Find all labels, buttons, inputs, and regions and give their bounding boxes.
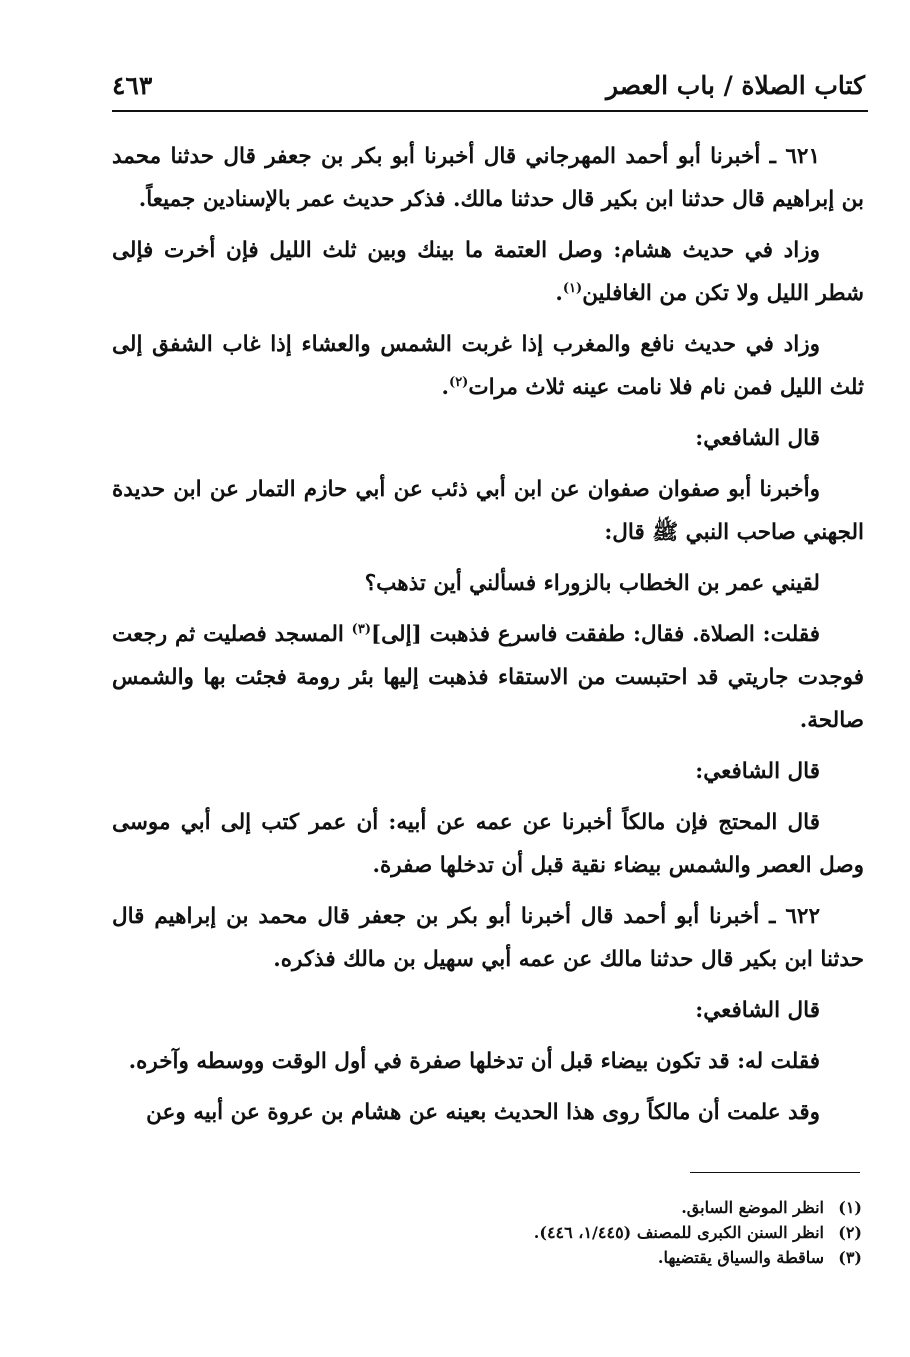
paragraph-text: قال الشافعي: [695, 759, 820, 784]
paragraph-tail: . [441, 375, 450, 400]
paragraph-text: قال المحتج فإن مالكاً أخبرنا عن عمه عن أبيه: أن عمر كتب إلى أبي موسى وصل العصر والشمس بيضاء نقية قبل أن تدخلها صفرة. [112, 810, 864, 878]
paragraph-text: أخبرنا أبو أحمد قال أخبرنا أبو بكر بن جعفر قال محمد بن إبراهيم قال حدثنا ابن بكير قال حدثنا مالك عن عمه أبي سهيل بن مالك فذكره. [112, 904, 864, 972]
footnote [112, 1220, 862, 1245]
paragraph-text: أخبرنا أبو أحمد المهرجاني قال أخبرنا أبو بكر بن جعفر قال حدثنا محمد بن إبراهيم قال حدثنا ابن بكير قال حدثنا مالك. فذكر حديث عمر بالإسنادين جميعاً. [112, 144, 864, 212]
paragraph [112, 613, 864, 742]
footnote-number: (١) [838, 1198, 862, 1217]
footnote-number: (٢) [838, 1223, 862, 1242]
paragraph-text: فقلت له: قد تكون بيضاء قبل أن تدخلها صفرة في أول الوقت ووسطه وآخره. [128, 1049, 820, 1074]
footnotes [112, 1195, 862, 1270]
paragraph [112, 468, 864, 554]
footnote-text: انظر السنن الكبرى للمصنف (١/٤٤٥، ٤٤٦). [533, 1223, 824, 1242]
footnote [112, 1195, 862, 1220]
footnote-rule [690, 1172, 860, 1173]
page-number: ٤٦٣ [112, 71, 153, 100]
paragraph-text: فقلت: الصلاة. فقال: طفقت فاسرع فذهبت [إلى] [370, 622, 821, 647]
paragraph-text: قال الشافعي: [695, 998, 820, 1023]
hadith-number: ٦٢١ ـ [769, 144, 820, 169]
footnote-reference: (١) [562, 280, 583, 296]
paragraph-text: وزاد في حديث هشام: وصل العتمة ما بينك وبين ثلث الليل فإن أخرت فإلى شطر الليل ولا تكن من الغافلين [112, 238, 864, 306]
body-text [112, 135, 864, 1142]
paragraph [112, 1040, 864, 1083]
header-rule [112, 110, 868, 112]
footnote-text: ساقطة والسياق يقتضيها. [657, 1248, 824, 1267]
running-title: كتاب الصلاة / باب العصر [605, 71, 865, 100]
paragraph-tail: . [555, 281, 563, 306]
paragraph [112, 229, 864, 315]
paragraph [112, 801, 864, 887]
speaker-heading [112, 750, 864, 793]
footnote [112, 1245, 862, 1270]
speaker-heading [112, 989, 864, 1032]
footnote-reference: (٣) [351, 621, 371, 637]
paragraph-text: وقد علمت أن مالكاً روى هذا الحديث بعينه عن هشام بن عروة عن أبيه وعن [146, 1100, 820, 1125]
paragraph-text: وزاد في حديث نافع والمغرب إذا غربت الشمس والعشاء إذا غاب الشفق إلى ثلث الليل فمن نام فلا نامت عينه ثلاث مرات [112, 332, 864, 400]
paragraph-hadith-622 [112, 895, 864, 981]
paragraph-text: لقيني عمر بن الخطاب بالزوراء فسألني أين تذهب؟ [364, 571, 820, 596]
paragraph [112, 562, 864, 605]
paragraph [112, 323, 864, 409]
paragraph-text: قال الشافعي: [695, 426, 820, 451]
paragraph-tail: المسجد فصليت ثم رجعت فوجدت جاريتي قد احتبست من الاستقاء فذهبت إليها بئر رومة فجئت بها والشمس صالحة. [112, 622, 864, 733]
paragraph [112, 1091, 864, 1134]
footnote-reference: (٢) [449, 374, 469, 390]
paragraph-text: وأخبرنا أبو صفوان صفوان عن ابن أبي ذئب عن أبي حازم التمار عن ابن حديدة الجهني صاحب النبي ﷺ قال: [112, 477, 864, 545]
running-header [112, 60, 865, 102]
hadith-number: ٦٢٢ ـ [769, 904, 820, 929]
speaker-heading [112, 417, 864, 460]
footnote-text: انظر الموضع السابق. [681, 1198, 824, 1217]
paragraph-hadith-621 [112, 135, 864, 221]
footnote-number: (٣) [838, 1248, 862, 1267]
